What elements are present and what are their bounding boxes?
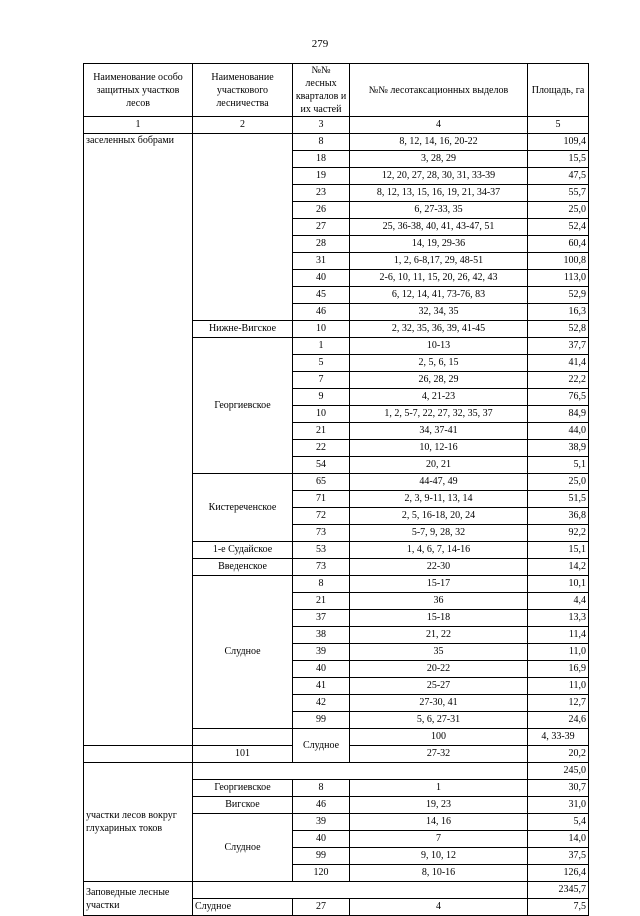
quarter-cell: 37 (293, 610, 350, 627)
plots-cell: 10, 12-16 (350, 440, 528, 457)
area-cell: 44,0 (528, 423, 589, 440)
plots-cell: 44-47, 49 (350, 474, 528, 491)
quarter-cell: 71 (293, 491, 350, 508)
area-cell: 36,8 (528, 508, 589, 525)
plots-cell: 20, 21 (350, 457, 528, 474)
quarter-cell: 5 (293, 355, 350, 372)
column-number: 5 (528, 117, 589, 134)
plots-cell: 7 (350, 831, 528, 848)
header-cell: Наименование участкового лесничества (193, 64, 293, 117)
quarter-cell: 53 (293, 542, 350, 559)
forestry-cell: Нижне-Вигское (193, 321, 293, 338)
table-row (84, 763, 589, 780)
area-cell: 22,2 (528, 372, 589, 389)
plots-cell: 15-17 (350, 576, 528, 593)
quarter-cell: 8 (293, 780, 350, 797)
area-cell: 30,7 (528, 780, 589, 797)
plots-cell: 21, 22 (350, 627, 528, 644)
forestry-cell: Кистереченское (193, 474, 293, 542)
quarter-cell: 8 (293, 134, 350, 151)
quarter-cell: 10 (293, 321, 350, 338)
category-name: участки лесов вокруг глухариных токов (84, 763, 193, 882)
quarter-cell: 73 (293, 525, 350, 542)
quarter-cell: 39 (293, 814, 350, 831)
plots-cell: 12, 20, 27, 28, 30, 31, 33-39 (350, 168, 528, 185)
plots-cell: 26, 28, 29 (350, 372, 528, 389)
quarter-cell: 99 (293, 712, 350, 729)
plots-cell: 4 (350, 899, 528, 916)
plots-cell: 1, 2, 6-8,17, 29, 48-51 (350, 253, 528, 270)
plots-cell: 2-6, 10, 11, 15, 20, 26, 42, 43 (350, 270, 528, 287)
area-cell: 5,1 (528, 457, 589, 474)
plots-cell: 8, 12, 14, 16, 20-22 (350, 134, 528, 151)
quarter-cell: 45 (293, 287, 350, 304)
forestry-cell: Введенское (193, 559, 293, 576)
area-cell: 52,9 (528, 287, 589, 304)
plots-cell: 2, 32, 35, 36, 39, 41-45 (350, 321, 528, 338)
forestry-cell: Слудное (193, 814, 293, 882)
table-header-row (84, 64, 589, 117)
plots-cell: 8, 10-16 (350, 865, 528, 882)
quarter-cell: 101 (193, 746, 293, 763)
area-cell: 14,0 (528, 831, 589, 848)
plots-cell: 1, 4, 6, 7, 14-16 (350, 542, 528, 559)
forestry-cell: Георгиевское (193, 338, 293, 474)
forestry-cell: Слудное (293, 729, 350, 763)
quarter-cell: 46 (293, 797, 350, 814)
plots-cell: 19, 23 (350, 797, 528, 814)
category-name: Заповедные лесные участки (84, 882, 193, 916)
plots-cell: 25-27 (350, 678, 528, 695)
total-area-cell: 245,0 (528, 763, 589, 780)
plots-cell: 2, 5, 16-18, 20, 24 (350, 508, 528, 525)
quarter-cell: 23 (293, 185, 350, 202)
plots-cell: 35 (350, 644, 528, 661)
header-cell: №№ лесных кварталов и их частей (293, 64, 350, 117)
quarter-cell: 73 (293, 559, 350, 576)
plots-cell: 14, 16 (350, 814, 528, 831)
protected-forest-table (83, 63, 589, 916)
plots-cell: 2, 3, 9-11, 13, 14 (350, 491, 528, 508)
quarter-cell: 40 (293, 661, 350, 678)
quarter-cell: 19 (293, 168, 350, 185)
quarter-cell: 39 (293, 644, 350, 661)
area-cell: 12,7 (528, 695, 589, 712)
quarter-cell: 8 (293, 576, 350, 593)
quarter-cell: 18 (293, 151, 350, 168)
area-cell: 11,0 (528, 644, 589, 661)
quarter-cell: 41 (293, 678, 350, 695)
area-cell: 5,4 (528, 814, 589, 831)
plots-cell: 22-30 (350, 559, 528, 576)
quarter-cell: 65 (293, 474, 350, 491)
quarter-cell: 28 (293, 236, 350, 253)
quarter-cell: 54 (293, 457, 350, 474)
category-name: заселенных бобрами (84, 134, 193, 746)
area-cell: 60,4 (528, 236, 589, 253)
plots-cell: 5, 6, 27-31 (350, 712, 528, 729)
area-cell: 14,2 (528, 559, 589, 576)
area-cell: 84,9 (528, 406, 589, 423)
empty-cell (193, 763, 528, 780)
plots-cell: 2, 5, 6, 15 (350, 355, 528, 372)
quarter-cell: 99 (293, 848, 350, 865)
area-cell: 10,1 (528, 576, 589, 593)
table-row (84, 882, 589, 899)
plots-cell: 1 (350, 780, 528, 797)
area-cell: 24,6 (528, 712, 589, 729)
area-cell: 47,5 (528, 168, 589, 185)
area-cell: 25,0 (528, 202, 589, 219)
quarter-cell: 42 (293, 695, 350, 712)
plots-cell: 14, 19, 29-36 (350, 236, 528, 253)
plots-cell: 6, 27-33, 35 (350, 202, 528, 219)
plots-cell: 27-32 (350, 746, 528, 763)
total-area-cell: 2345,7 (528, 882, 589, 899)
quarter-cell: 1 (293, 338, 350, 355)
forestry-cell (193, 134, 293, 321)
header-cell: №№ лесотаксационных выделов (350, 64, 528, 117)
area-cell: 15,5 (528, 151, 589, 168)
column-number: 1 (84, 117, 193, 134)
header-cell: Наименование особо защитных участков лесов (84, 64, 193, 117)
column-number: 2 (193, 117, 293, 134)
area-cell: 37,7 (528, 338, 589, 355)
plots-cell: 15-18 (350, 610, 528, 627)
column-number: 4 (350, 117, 528, 134)
quarter-cell: 22 (293, 440, 350, 457)
quarter-cell: 40 (293, 270, 350, 287)
quarter-cell: 9 (293, 389, 350, 406)
quarter-cell: 21 (293, 593, 350, 610)
quarter-cell: 21 (293, 423, 350, 440)
area-cell: 41,4 (528, 355, 589, 372)
quarter-cell: 46 (293, 304, 350, 321)
plots-cell: 32, 34, 35 (350, 304, 528, 321)
plots-cell: 9, 10, 12 (350, 848, 528, 865)
quarter-cell: 40 (293, 831, 350, 848)
area-cell: 38,9 (528, 440, 589, 457)
forestry-cell: Вигское (193, 797, 293, 814)
column-number-row (84, 117, 589, 134)
plots-cell: 10-13 (350, 338, 528, 355)
quarter-cell: 26 (293, 202, 350, 219)
forestry-cell: Слудное (193, 899, 293, 916)
area-cell: 92,2 (528, 525, 589, 542)
area-cell: 20,2 (528, 746, 589, 763)
area-cell: 4,4 (528, 593, 589, 610)
plots-cell: 3, 28, 29 (350, 151, 528, 168)
plots-cell: 34, 37-41 (350, 423, 528, 440)
plots-cell: 6, 12, 14, 41, 73-76, 83 (350, 287, 528, 304)
empty-cell (193, 882, 528, 899)
plots-cell: 20-22 (350, 661, 528, 678)
area-cell: 16,3 (528, 304, 589, 321)
area-cell: 126,4 (528, 865, 589, 882)
quarter-cell: 10 (293, 406, 350, 423)
area-cell: 109,4 (528, 134, 589, 151)
plots-cell: 36 (350, 593, 528, 610)
area-cell: 25,0 (528, 474, 589, 491)
quarter-cell: 120 (293, 865, 350, 882)
area-cell: 11,4 (528, 627, 589, 644)
quarter-cell: 27 (293, 219, 350, 236)
plots-cell: 25, 36-38, 40, 41, 43-47, 51 (350, 219, 528, 236)
plots-cell: 27-30, 41 (350, 695, 528, 712)
area-cell: 16,9 (528, 661, 589, 678)
plots-cell: 8, 12, 13, 15, 16, 19, 21, 34-37 (350, 185, 528, 202)
quarter-cell: 27 (293, 899, 350, 916)
plots-cell: 5-7, 9, 28, 32 (350, 525, 528, 542)
area-cell: 113,0 (528, 270, 589, 287)
column-number: 3 (293, 117, 350, 134)
plots-cell: 4, 33-39 (528, 729, 589, 746)
area-cell: 55,7 (528, 185, 589, 202)
area-cell: 100,8 (528, 253, 589, 270)
area-cell: 11,0 (528, 678, 589, 695)
area-cell: 51,5 (528, 491, 589, 508)
area-cell: 15,1 (528, 542, 589, 559)
header-cell: Площадь, га (528, 64, 589, 117)
quarter-cell: 38 (293, 627, 350, 644)
area-cell: 13,3 (528, 610, 589, 627)
area-cell: 7,5 (528, 899, 589, 916)
area-cell: 31,0 (528, 797, 589, 814)
area-cell: 37,5 (528, 848, 589, 865)
category-name (193, 729, 293, 746)
forestry-cell: 1-е Судайское (193, 542, 293, 559)
quarter-cell: 100 (350, 729, 528, 746)
plots-cell: 4, 21-23 (350, 389, 528, 406)
quarter-cell: 72 (293, 508, 350, 525)
quarter-cell: 7 (293, 372, 350, 389)
area-cell: 52,8 (528, 321, 589, 338)
forestry-cell: Георгиевское (193, 780, 293, 797)
page-number: 279 (311, 38, 329, 50)
plots-cell: 1, 2, 5-7, 22, 27, 32, 35, 37 (350, 406, 528, 423)
area-cell: 76,5 (528, 389, 589, 406)
quarter-cell: 31 (293, 253, 350, 270)
forestry-cell: Слудное (193, 576, 293, 729)
table-row (84, 134, 589, 151)
area-cell: 52,4 (528, 219, 589, 236)
category-name (84, 746, 193, 763)
